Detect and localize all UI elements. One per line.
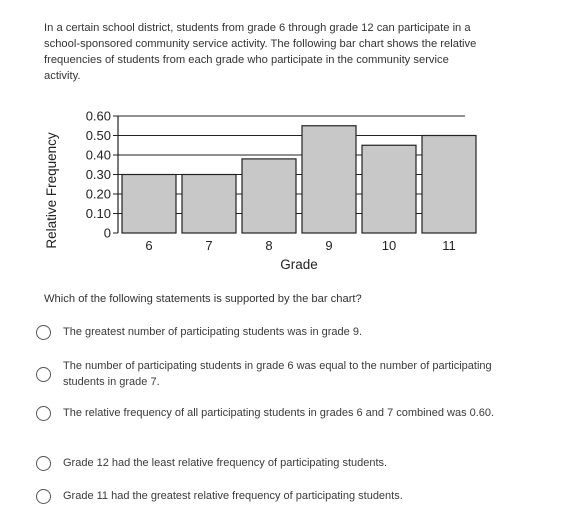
y-tick-label: 0.50 [85,128,111,143]
radio-button-icon[interactable] [36,406,51,421]
x-tick-label: 9 [325,238,333,253]
x-axis-label: Grade [280,257,318,272]
option-label: Grade 12 had the least relative frequency of participating students. [63,457,388,469]
y-tick-label: 0.30 [85,167,111,182]
y-axis-label: Relative Frequency [44,132,59,249]
x-tick-label: 11 [442,238,456,253]
radio-button-icon[interactable] [36,489,51,504]
bar [362,145,416,233]
intro-paragraph: In a certain school district, students from grade 6 through grade 12 can participate in a school-sponsored community service activity. The following bar chart shows the relative frequencies of students from each grade who participate in the community service activity. [44,22,477,82]
answer-option-d[interactable] [36,455,525,471]
answer-option-a[interactable] [36,324,525,340]
answer-option-c[interactable] [36,405,525,421]
x-ticks [145,238,455,253]
option-label: Grade 11 had the greatest relative frequency of participating students. [63,490,403,502]
y-tick-label: 0.10 [85,206,111,221]
x-tick-label: 7 [205,238,213,253]
answer-option-b[interactable] [36,358,525,390]
bar [182,175,236,234]
radio-button-icon[interactable] [36,367,51,382]
y-tick-label: 0.20 [85,186,111,202]
bars [122,126,476,233]
x-tick-label: 10 [381,238,397,253]
option-label: The relative frequency of all participating students in grades 6 and 7 combined was 0.60. [63,407,495,419]
y-tick-label: 0.40 [85,147,111,163]
radio-button-icon[interactable] [36,325,51,340]
radio-button-icon[interactable] [36,456,51,471]
option-label: The greatest number of participating students was in grade 9. [63,326,363,338]
y-tick-label: 0.60 [85,108,111,124]
bar [422,136,476,234]
y-ticks [86,109,118,241]
bar [302,126,356,233]
question-text: Which of the following statements is supported by the bar chart? [44,293,362,305]
x-tick-label: 8 [265,238,273,253]
answer-option-e[interactable] [36,488,525,504]
y-tick-label: 0 [103,225,111,241]
option-label: The number of participating students in grade 6 was equal to the number of participating students in grade 7. [63,360,492,388]
x-tick-label: 6 [145,238,153,253]
bar-chart [40,98,480,278]
bar [122,175,176,234]
bar [242,159,296,233]
